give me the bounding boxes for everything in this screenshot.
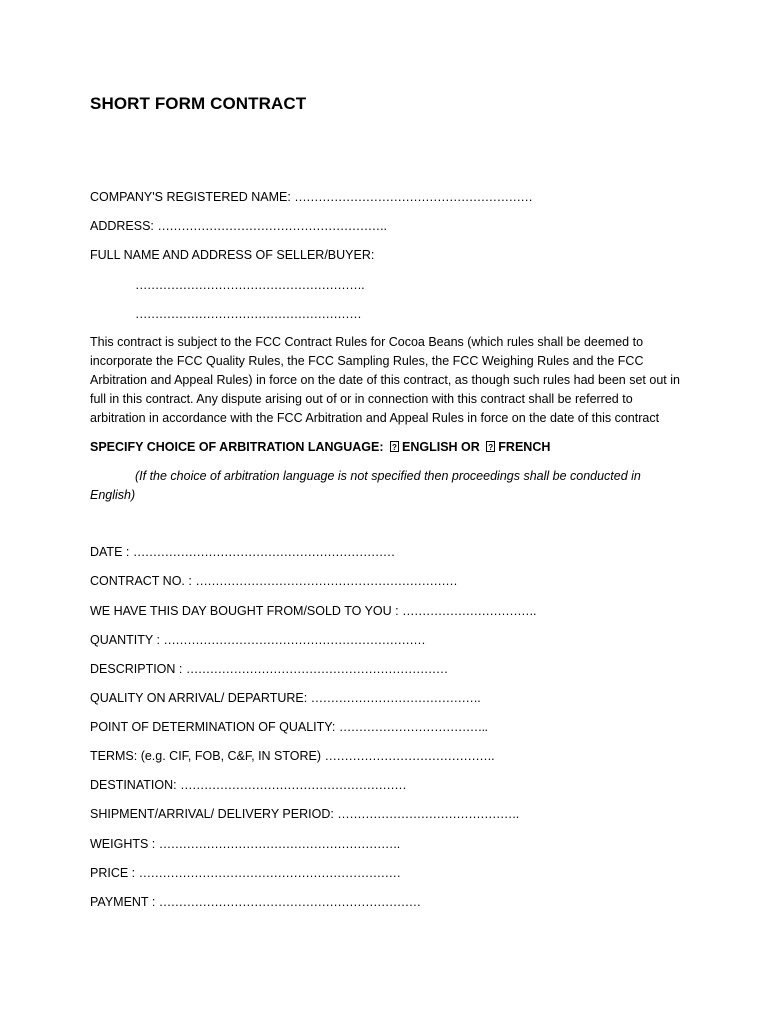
field-label: WEIGHTS : [90, 837, 159, 851]
fill-in-dots[interactable]: …………………………………………………. [135, 278, 364, 292]
field-label: TERMS: (e.g. CIF, FOB, C&F, IN STORE) [90, 749, 325, 763]
arbitration-note: (If the choice of arbitration language is not specified then proceedings shall be conducted in English) [90, 469, 641, 502]
field-point-of-determination [90, 718, 487, 737]
seller-buyer-line-1[interactable] [135, 276, 364, 295]
fill-in-dots[interactable]: ………………………………………………………… [185, 662, 448, 676]
field-quantity [90, 631, 425, 650]
field-label: WE HAVE THIS DAY BOUGHT FROM/SOLD TO YOU : [90, 604, 403, 618]
field-payment [90, 893, 421, 912]
seller-buyer-line-2[interactable] [135, 305, 361, 324]
fill-in-dots[interactable]: ………………………………………………………… [158, 895, 421, 909]
field-address [90, 217, 386, 236]
field-label: DATE : [90, 545, 133, 559]
field-label: ADDRESS: [90, 219, 158, 233]
arbitration-label: SPECIFY CHOICE OF ARBITRATION LANGUAGE: [90, 440, 384, 454]
fill-in-dots[interactable]: ………………………………………. [337, 807, 519, 821]
field-bought-sold [90, 602, 536, 621]
fill-in-dots[interactable]: ……………………………………. [324, 749, 495, 763]
fill-in-dots[interactable]: ………………………………………………… [135, 307, 362, 321]
field-label: DESTINATION: [90, 778, 181, 792]
field-terms [90, 747, 494, 766]
fill-in-dots[interactable]: ……………………………. [402, 604, 536, 618]
fill-in-dots[interactable]: ………………………………………………………… [132, 545, 395, 559]
field-label: FULL NAME AND ADDRESS OF SELLER/BUYER: [90, 248, 375, 262]
field-quality [90, 689, 480, 708]
option-english: ENGLISH OR [402, 440, 480, 454]
field-label: QUANTITY : [90, 633, 164, 647]
page-title: SHORT FORM CONTRACT [90, 94, 307, 113]
field-label: DESCRIPTION : [90, 662, 186, 676]
french-checkbox-icon[interactable] [486, 441, 495, 452]
english-checkbox-icon[interactable] [390, 441, 399, 452]
fill-in-dots[interactable]: ……………………………………………………. [158, 837, 400, 851]
field-weights [90, 835, 400, 854]
field-seller-buyer [90, 246, 374, 265]
fill-in-dots[interactable]: ……………………………….. [338, 720, 488, 734]
field-label: PRICE : [90, 866, 139, 880]
field-price [90, 864, 400, 883]
field-label: COMPANY'S REGISTERED NAME: [90, 190, 295, 204]
field-company-name [90, 188, 532, 207]
field-shipment-period [90, 805, 519, 824]
field-date [90, 543, 395, 562]
field-label: CONTRACT NO. : [90, 574, 196, 588]
fill-in-dots[interactable]: ………………………………………………………… [195, 574, 458, 588]
fill-in-dots[interactable]: ……………………………………. [310, 691, 481, 705]
field-label: QUALITY ON ARRIVAL/ DEPARTURE: [90, 691, 311, 705]
fill-in-dots[interactable]: ………………………………………………… [180, 778, 407, 792]
arbitration-language-choice [90, 438, 550, 457]
rules-paragraph: This contract is subject to the FCC Contract Rules for Cocoa Beans (which rules shall be deemed to incorporate the FCC Quality Rules, the FCC Sampling Rules, the FCC Weighing Rules and the FCC Arbitration and Appeal Rules) in force on the date of this contract, as though such rules had been set out in full in this contract. Any dispute arising out of or in connection with this contract shall be referred to arbitration in accordance with the FCC Arbitration and Appeal Rules in force on the date of this contract [90, 335, 680, 425]
fill-in-dots[interactable]: …………………………………………………. [157, 219, 387, 233]
field-description [90, 660, 448, 679]
field-contract-no [90, 572, 457, 591]
field-label: POINT OF DETERMINATION OF QUALITY: [90, 720, 339, 734]
option-french: FRENCH [498, 440, 551, 454]
fill-in-dots[interactable]: ………………………………………………………… [163, 633, 426, 647]
field-destination [90, 776, 406, 795]
fill-in-dots[interactable]: …………………………………………………… [294, 190, 533, 204]
field-label: PAYMENT : [90, 895, 159, 909]
fill-in-dots[interactable]: ………………………………………………………… [138, 866, 401, 880]
field-label: SHIPMENT/ARRIVAL/ DELIVERY PERIOD: [90, 807, 338, 821]
